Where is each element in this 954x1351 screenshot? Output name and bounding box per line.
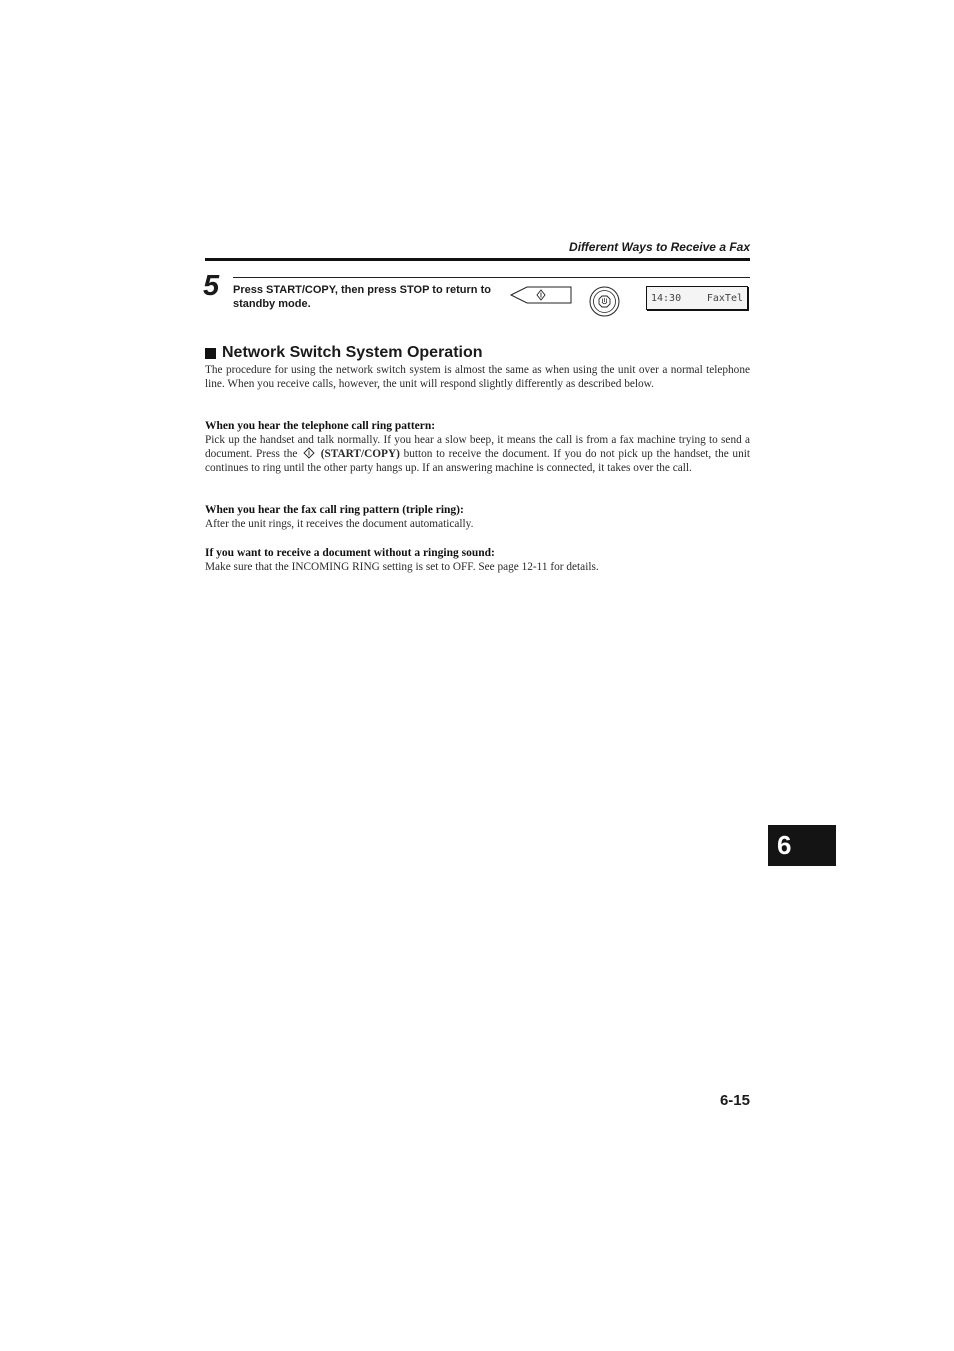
lcd-time: 14:30 — [651, 292, 682, 304]
chapter-tab: 6 — [768, 825, 836, 866]
lcd-mode: FaxTel — [706, 292, 743, 304]
section-intro: The procedure for using the network switch system is almost the same as when using the unit over a normal telephone line. When you receive calls, however, the unit will respond slightly differently as described below. — [205, 364, 750, 390]
start-copy-button-icon — [509, 285, 573, 305]
running-head: Different Ways to Receive a Fax — [569, 240, 750, 254]
page-number: 6-15 — [719, 1092, 750, 1109]
fax-ring-text: After the unit rings, it receives the document automatically. — [205, 518, 474, 530]
stop-button-icon — [589, 286, 620, 317]
fax-ring-heading: When you hear the fax call ring pattern (triple ring): — [205, 504, 464, 516]
step-rule — [233, 277, 750, 278]
start-copy-label: (START/COPY) — [320, 448, 400, 460]
square-bullet-icon — [205, 348, 216, 359]
no-ring-text: Make sure that the INCOMING RING setting is set to OFF. See page 12-11 for details. — [205, 561, 599, 573]
header-rule — [205, 258, 750, 261]
telephone-ring-text — [205, 433, 750, 475]
step-number: 5 — [203, 270, 220, 302]
step-instruction: Press START/COPY, then press STOP to return to standby mode. — [233, 284, 491, 310]
section-heading — [205, 344, 483, 362]
telephone-ring-text-after: button to receive the document. If you do not pick up the handset, the unit continues to ring until the other party hangs up. If an answering machine is connected, it takes over the call. — [205, 448, 750, 474]
telephone-ring-text-before: Pick up the handset and talk normally. If you hear a slow beep, it means the call is from a fax machine trying to send a document. Press the — [205, 434, 750, 460]
start-copy-icon — [303, 447, 315, 459]
lcd-display — [646, 286, 748, 310]
no-ring-heading: If you want to receive a document without a ringing sound: — [205, 547, 495, 559]
telephone-ring-heading: When you hear the telephone call ring pattern: — [205, 420, 436, 432]
section-title: Network Switch System Operation — [222, 344, 483, 361]
